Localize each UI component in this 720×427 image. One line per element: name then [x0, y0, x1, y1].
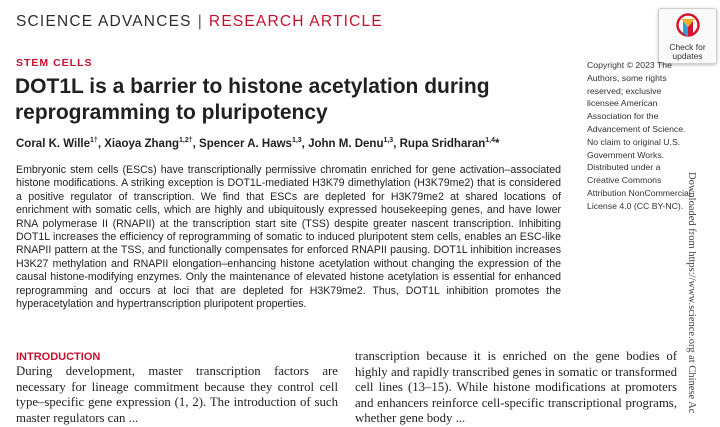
journal-name: SCIENCE ADVANCES [16, 13, 192, 30]
author-list [16, 137, 499, 150]
article-type: RESEARCH ARTICLE [208, 13, 383, 30]
copyright-notice: Copyright © 2023 The Authors, some rights reserved; exclusive licensee American Association for the Advancement of Science. No claim to original U.S. Government Works. Distributed under a Creative Commons Attribution NonCommercial License 4.0 (CC BY-NC). [587, 60, 691, 211]
journal-header [16, 13, 383, 31]
author[interactable]: Xiaoya Zhang$^{1,2\dagger}$, [104, 137, 196, 150]
check-for-updates-icon [676, 13, 700, 41]
check-for-updates-badge[interactable] [658, 8, 717, 64]
section-label: STEM CELLS [16, 57, 93, 69]
download-watermark: Downloaded from https://www.science.org at Chinese Ac [686, 172, 697, 414]
introduction-column-2: transcription because it is enriched on the gene bodies of highly and rapidly transcribed genes in somatic or transformed cell lines (13–15). While histone modifications at promoters and enhancers reinforce cell-specific transcriptional programs, whether gene body ... [355, 349, 677, 425]
author[interactable]: Rupa Sridharan$^{1,4}$* [399, 137, 500, 150]
badge-line2: updates [672, 51, 703, 61]
introduction-heading: INTRODUCTION [16, 351, 101, 363]
author[interactable]: Coral K. Wille$^{1\dagger}$, [16, 137, 102, 150]
abstract: Embryonic stem cells (ESCs) have transcriptionally permissive chromatin enriched for gene activation–associated histone modifications. A striking exception is DOT1L-mediated H3K79 dimethylation (H3K79me2) that is considered a positive regulator of transcription. We find that ESCs are depleted for H3K79me2 at shared locations of enrichment with somatic cells, which are highly and ubiquitously expressed housekeeping genes, and have lower RNA polymerase II (RNAPII) at the transcription start site (TSS) despite greater nascent transcription. Inhibiting DOT1L increases the efficiency of reprogramming of somatic to induced pluripotent stem cells, enables an ESC-like RNAPII pattern at the TSS, and functionally compensates for enforced RNAPII pausing. DOT1L inhibition increases H3K27 methylation and RNAPII elongation–enhancing histone acetylation without changing the expression of the causal histone-modifying enzymes. Only the maintenance of elevated histone acetylation is essential for enhanced reprogramming and occurs at loci that are depleted for H3K79me2. Thus, DOT1L inhibition promotes the hyperacetylation and hypertranscription pluripotent properties. [16, 164, 561, 311]
introduction-column-1: During development, master transcription factors are necessary for lineage commitment because they control cell type–specific gene expression (1, 2). The introduction of such master regulators can ... [16, 364, 338, 425]
author[interactable]: John M. Denu$^{1,3}$, [308, 137, 397, 150]
author[interactable]: Spencer A. Haws$^{1,3}$, [199, 137, 305, 150]
badge-line1: Check for [669, 42, 706, 52]
article-title: DOT1L is a barrier to histone acetylation during reprogramming to pluripotency [15, 75, 490, 124]
header-separator: | [197, 13, 203, 30]
